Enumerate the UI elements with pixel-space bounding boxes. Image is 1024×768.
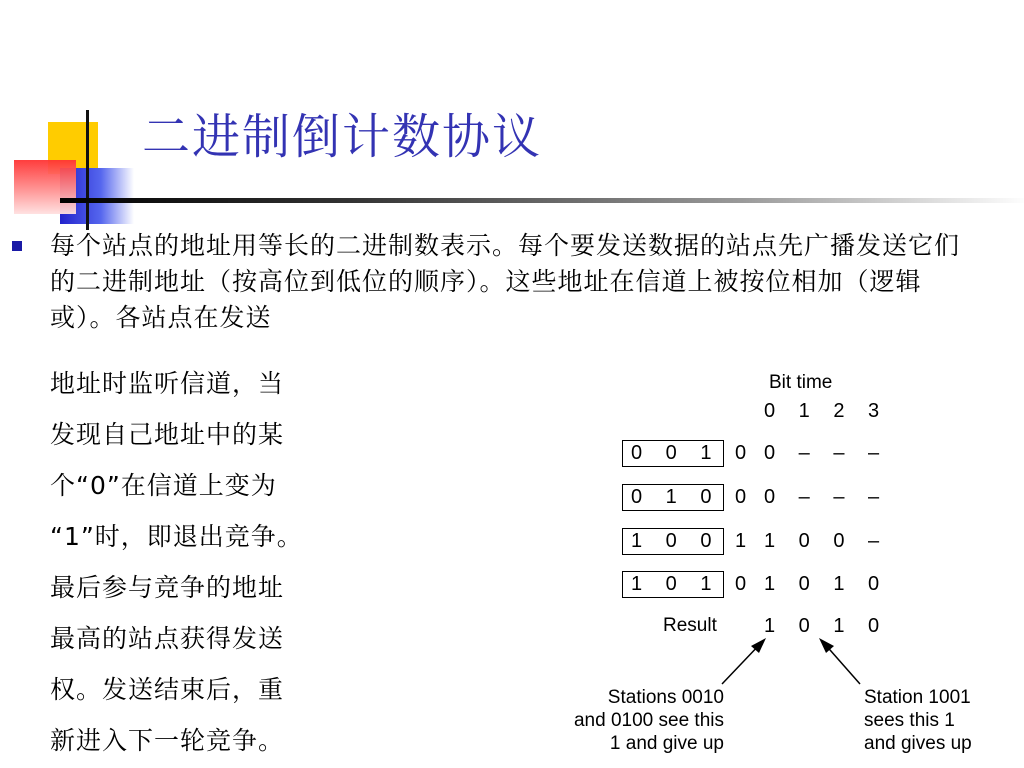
station-bits: 1 0 1 0 xyxy=(764,573,889,595)
station-bits: 1 0 0 – xyxy=(764,530,889,552)
result-bits: 1 0 1 0 xyxy=(764,615,889,637)
station-address-box: 1 0 1 0 xyxy=(622,571,724,598)
side-line: 权。发送结束后，重 xyxy=(50,675,285,704)
bit-indices: 0 1 2 3 xyxy=(764,400,889,422)
arrowhead-right xyxy=(819,638,834,653)
annotation-left-line: Stations 0010 xyxy=(607,687,724,708)
side-line: 发现自己地址中的某 xyxy=(50,420,285,449)
annotation-right-line: sees this 1 xyxy=(864,710,955,731)
annotation-left xyxy=(548,686,724,755)
side-line: 个“0”在信道上变为 xyxy=(50,471,277,500)
logo-red-square xyxy=(14,160,76,214)
side-line: 最高的站点获得发送 xyxy=(50,624,285,653)
station-bits: 0 – – – xyxy=(764,486,889,508)
title-divider xyxy=(60,198,1024,203)
logo-vertical-line xyxy=(86,110,89,230)
slide-logo xyxy=(0,100,140,230)
annotation-right-line: Station 1001 xyxy=(864,687,971,708)
annotation-left-line: and 0100 see this xyxy=(573,710,724,731)
station-address-box: 0 0 1 0 xyxy=(622,440,724,467)
side-text xyxy=(50,358,380,766)
side-line: 最后参与竞争的地址 xyxy=(50,573,285,602)
annotation-right xyxy=(864,686,1014,755)
side-line: 新进入下一轮竞争。 xyxy=(50,726,285,755)
station-address-box: 1 0 0 1 xyxy=(622,528,724,555)
annotation-left-line: 1 and give up xyxy=(609,733,724,754)
annotation-right-line: and gives up xyxy=(864,733,972,754)
binary-countdown-figure xyxy=(540,360,1020,765)
station-bits: 0 – – – xyxy=(764,442,889,464)
side-line: “1”时，即退出竞争。 xyxy=(50,522,303,551)
result-label: Result xyxy=(663,615,717,636)
page-title: 二进制倒计数协议 xyxy=(142,109,543,165)
bit-time-header: Bit time xyxy=(769,372,833,393)
side-line: 地址时监听信道，当 xyxy=(50,369,285,398)
station-address-box: 0 1 0 0 xyxy=(622,484,724,511)
bullet-paragraph: 每个站点的地址用等长的二进制数表示。每个要发送数据的站点先广播发送它们的二进制地址（按高位到低位的顺序）。这些地址在信道上被按位相加（逻辑或）。各站点在发送 xyxy=(50,231,961,332)
bullet-marker xyxy=(12,241,22,251)
